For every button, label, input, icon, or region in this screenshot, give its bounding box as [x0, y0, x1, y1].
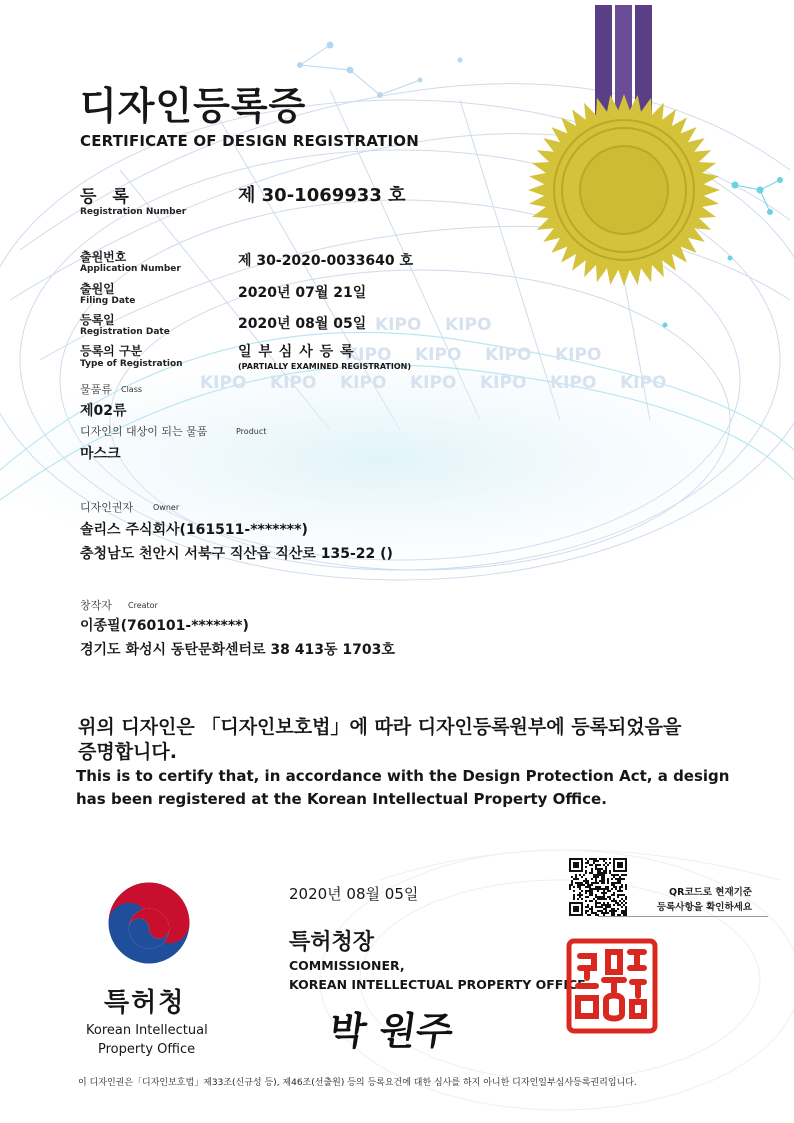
owner-name: 솔리스 주식회사(161511-*******) — [80, 522, 308, 538]
statement-en-line2: has been registered at the Korean Intellectual Property Office. — [76, 790, 607, 808]
registration-date-label-ko: 등록일 — [80, 313, 115, 327]
registration-number: 제 30-1069933 호 — [238, 185, 406, 206]
svg-text:KIPO: KIPO — [410, 373, 457, 393]
svg-text:KIPO: KIPO — [345, 345, 392, 365]
statement-en-line1: This is to certify that, in accordance with the Design Protection Act, a design — [76, 767, 730, 785]
registration-date-label-en: Registration Date — [80, 327, 170, 337]
registration-label-ko: 등 록 — [80, 187, 134, 207]
commissioner-title-ko: 특허청장 — [289, 930, 375, 955]
svg-text:KIPO: KIPO — [200, 373, 247, 393]
registration-type-en: (PARTIALLY EXAMINED REGISTRATION) — [238, 362, 411, 371]
qr-caption-line1: QR코드로 현재기준 — [669, 887, 752, 898]
qr-code-icon[interactable] — [569, 858, 627, 916]
certificate-title-en: CERTIFICATE OF DESIGN REGISTRATION — [80, 132, 419, 150]
filing-date: 2020년 07월 21일 — [238, 285, 367, 301]
filing-label-ko: 출원일 — [80, 282, 115, 296]
svg-text:KIPO: KIPO — [555, 345, 602, 365]
class-label-en: Class — [121, 385, 143, 394]
commissioner-title-en-line1: COMMISSIONER, — [289, 958, 405, 973]
registration-type-ko: 일 부 심 사 등 록 — [238, 344, 355, 360]
owner-label-en: Owner — [153, 503, 180, 512]
product-label-en: Product — [236, 427, 267, 436]
class-label-ko: 물품류 — [80, 383, 112, 396]
svg-text:KIPO: KIPO — [445, 315, 492, 335]
office-name-ko: 특허청 — [104, 988, 186, 1018]
certificate-title-ko: 디자인등록증 — [80, 84, 307, 128]
svg-text:KIPO: KIPO — [340, 373, 387, 393]
registration-type-label-ko: 등록의 구분 — [80, 344, 143, 358]
statement-ko-line1: 위의 디자인은 「디자인보호법」에 따라 디자인등록원부에 등록되었음을 — [78, 716, 682, 738]
statement-ko-line2: 증명합니다. — [78, 741, 177, 763]
svg-text:KIPO: KIPO — [480, 373, 527, 393]
office-name-en-line2: Property Office — [98, 1042, 196, 1057]
issue-date: 2020년 08월 05일 — [289, 885, 419, 903]
owner-label-ko: 디자인권자 — [80, 501, 134, 514]
svg-text:KIPO: KIPO — [550, 373, 597, 393]
product-value: 마스크 — [80, 446, 121, 462]
svg-text:KIPO: KIPO — [620, 373, 667, 393]
registration-type-label-en: Type of Registration — [80, 359, 183, 369]
creator-label-ko: 창작자 — [80, 599, 112, 612]
svg-text:KIPO: KIPO — [375, 315, 422, 335]
qr-caption — [632, 885, 752, 915]
registration-date: 2020년 08월 05일 — [238, 316, 367, 332]
qr-caption-line2: 등록사항을 확인하세요 — [656, 902, 752, 913]
kipo-logo-icon — [103, 877, 195, 969]
gold-seal-ribbon — [520, 0, 730, 310]
class-value: 제02류 — [80, 403, 127, 419]
commissioner-signature: 박 원주 — [326, 1008, 457, 1053]
svg-text:KIPO: KIPO — [270, 373, 317, 393]
application-label-en: Application Number — [80, 264, 181, 274]
official-red-seal-icon — [566, 938, 658, 1034]
svg-text:KIPO: KIPO — [485, 345, 532, 365]
qr-divider — [598, 916, 768, 917]
application-label-ko: 출원번호 — [80, 250, 127, 264]
filing-label-en: Filing Date — [80, 296, 136, 306]
gold-seal-ring — [580, 146, 668, 234]
commissioner-title-en-line2: KOREAN INTELLECTUAL PROPERTY OFFICE — [289, 977, 586, 992]
office-name-en-line1: Korean Intellectual — [86, 1023, 208, 1038]
svg-text:KIPO: KIPO — [415, 345, 462, 365]
creator-name: 이종필(760101-*******) — [80, 618, 249, 634]
product-label-ko: 디자인의 대상이 되는 물품 — [80, 425, 208, 438]
application-number: 제 30-2020-0033640 호 — [238, 253, 414, 269]
registration-label-en: Registration Number — [80, 207, 187, 217]
footer-note: 이 디자인권은「디자인보호법」제33조(신규성 등), 제46조(선출원) 등의 등록요건에 대한 심사를 하지 아니한 디자인일부심사등록권리입니다. — [78, 1078, 637, 1088]
owner-address: 충청남도 천안시 서북구 직산읍 직산로 135-22 () — [80, 546, 393, 562]
creator-address: 경기도 화성시 동탄문화센터로 38 413동 1703호 — [80, 642, 395, 658]
creator-label-en: Creator — [128, 601, 158, 610]
